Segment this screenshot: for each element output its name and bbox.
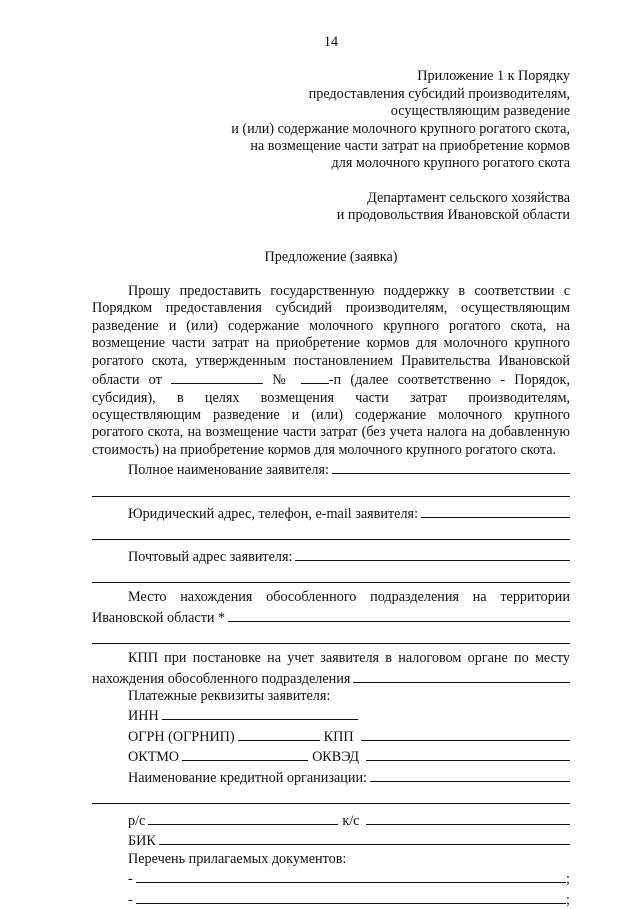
ogrn-kpp-row <box>92 726 570 746</box>
bank-name-field-continuation[interactable] <box>92 787 570 804</box>
kpp-label: КПП <box>323 728 354 745</box>
oktmo-okved-row <box>92 746 570 766</box>
kpp-location-field[interactable] <box>353 668 570 683</box>
postal-address-label: Почтовый адрес заявителя: <box>128 548 293 565</box>
kpp-label-line1: КПП при постановке на учет заявителя в налоговом органе по месту <box>128 650 570 667</box>
document-item-end: ; <box>566 891 570 908</box>
document-item-dash: - <box>128 891 133 908</box>
document-item-field[interactable] <box>136 889 566 904</box>
bik-label: БИК <box>128 833 156 850</box>
request-text-part1: Прошу предоставить государственную поддержку в соответствии с Порядком предоставления субсидий производителям, осуществляющим разведение и (или) содержание молочного крупного рогатого скота, на возмещение части затрат на приобретение кормов для молочного крупного рогатого скота, утвержденным постановлением Правительства Ивановской области от <box>92 283 570 389</box>
payment-details-label: Платежные реквизиты заявителя: <box>128 687 331 704</box>
documents-list-row <box>92 851 570 868</box>
account-label: р/с <box>128 813 146 829</box>
full-name-row <box>92 459 570 479</box>
addressee-line: Департамент сельского хозяйства <box>367 189 570 206</box>
location-label-line1: Место нахождения обособленного подразделения на территории <box>128 589 570 606</box>
okved-field[interactable] <box>366 746 570 761</box>
appendix-line: для молочного крупного рогатого скота <box>331 155 570 172</box>
addressee-line: и продовольствия Ивановской области <box>336 207 570 224</box>
appendix-line: и (или) содержание молочного крупного рогатого скота, <box>231 120 570 137</box>
bik-row <box>92 830 570 850</box>
full-name-field-continuation[interactable] <box>92 480 570 497</box>
postal-address-field[interactable] <box>295 546 570 561</box>
legal-address-field-continuation[interactable] <box>92 523 570 540</box>
legal-address-row <box>92 503 570 523</box>
okved-label: ОКВЭД <box>312 749 360 766</box>
bank-name-row <box>92 767 570 787</box>
bank-name-label: Наименование кредитной организации: <box>128 769 367 786</box>
postal-address-field-continuation[interactable] <box>92 566 570 583</box>
bik-field[interactable] <box>159 830 570 845</box>
number-sign: № <box>272 372 292 389</box>
kpp-label-line2: нахождения обособленного подразделения <box>92 670 351 687</box>
kpp-field[interactable] <box>361 726 570 741</box>
documents-list-label: Перечень прилагаемых документов: <box>128 850 347 867</box>
request-paragraph <box>92 283 570 459</box>
full-name-label: Полное наименование заявителя: <box>128 462 329 479</box>
location-label-line2: Ивановской области * <box>92 609 226 626</box>
oktmo-label: ОКТМО <box>128 749 180 766</box>
ogrn-field[interactable] <box>238 726 320 741</box>
inn-field[interactable] <box>162 705 358 720</box>
full-name-field[interactable] <box>332 459 570 474</box>
location-field-continuation[interactable] <box>92 627 570 644</box>
appendix-line: Приложение 1 к Порядку <box>417 68 570 85</box>
document-item-field[interactable] <box>136 868 566 883</box>
page-number: 14 <box>323 34 339 50</box>
document-item <box>92 868 570 888</box>
decree-date-field[interactable] <box>171 370 263 384</box>
appendix-line: на возмещение части затрат на приобретение кормов <box>250 138 570 155</box>
payment-details-row <box>92 688 570 705</box>
inn-row <box>92 705 570 725</box>
postal-address-row <box>92 546 570 566</box>
appendix-line: осуществляющим разведение <box>390 103 570 120</box>
corr-account-label: к/с <box>342 813 360 829</box>
ogrn-label: ОГРН (ОГРНИП) <box>128 728 235 745</box>
addressee <box>92 190 570 225</box>
document-item <box>92 889 570 909</box>
appendix-header <box>92 68 570 172</box>
legal-address-label: Юридический адрес, телефон, e-mail заявителя: <box>128 505 419 522</box>
request-text-part2: -п (далее соответственно - Порядок, субсидия), в целях возмещения части затрат производителям, осуществляющим разведение и (или) содержание молочного крупного рогатого скота, на возмещение части затрат (без учета налога на добавленную стоимость) на приобретение кормов для молочного крупного рогатого скота. <box>92 372 571 458</box>
corr-account-field[interactable] <box>366 810 570 825</box>
bank-name-field[interactable] <box>370 767 570 782</box>
location-row <box>92 607 570 627</box>
legal-address-field[interactable] <box>421 503 570 518</box>
accounts-row <box>92 810 570 830</box>
decree-number-field[interactable] <box>301 370 329 384</box>
document-item-dash: - <box>128 871 133 888</box>
account-field[interactable] <box>148 810 338 825</box>
form-title: Предложение (заявка) <box>264 248 398 265</box>
location-field[interactable] <box>228 607 570 622</box>
oktmo-field[interactable] <box>182 746 308 761</box>
document-item-end: ; <box>566 871 570 888</box>
kpp-location-row <box>92 668 570 688</box>
inn-label: ИНН <box>128 708 159 725</box>
appendix-line: предоставления субсидий производителям, <box>308 85 570 102</box>
